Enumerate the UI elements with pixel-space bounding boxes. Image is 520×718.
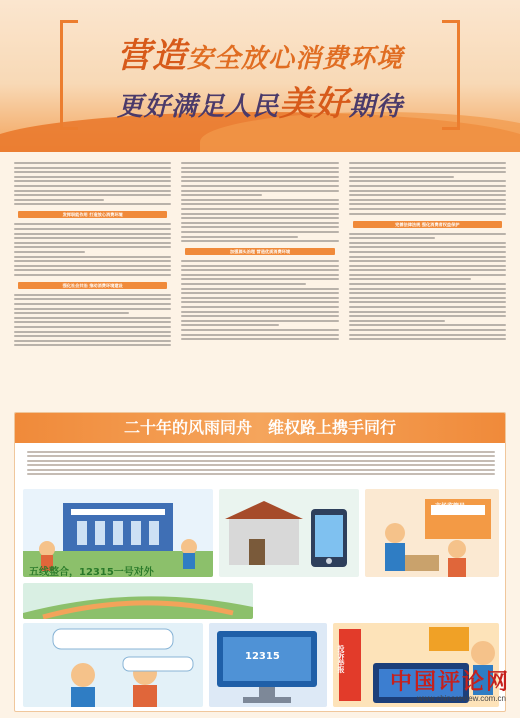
text-line (181, 311, 338, 313)
text-line (181, 320, 338, 322)
text-line (14, 303, 171, 305)
illustration-market-service (365, 489, 499, 577)
text-line (14, 251, 85, 253)
article-subhead: 发挥职能作用 打造放心消费环境 (18, 211, 167, 218)
text-line (349, 246, 506, 248)
text-line (181, 162, 338, 164)
text-line (181, 260, 338, 262)
text-line (181, 297, 338, 299)
text-line (27, 451, 495, 453)
text-line (14, 171, 171, 173)
text-line (14, 321, 171, 323)
text-line (14, 312, 129, 314)
text-line (349, 265, 506, 267)
text-line (349, 297, 506, 299)
text-line (349, 233, 506, 235)
text-line (14, 190, 171, 192)
text-line (349, 301, 506, 303)
text-line (14, 228, 171, 230)
text-line (349, 338, 506, 340)
text-line (181, 274, 338, 276)
text-line (349, 237, 436, 239)
text-line (181, 329, 338, 331)
headline-text-3: 期待 (349, 92, 404, 122)
caption-hotline-merge: 五线整合，12315一号对外 (29, 567, 154, 578)
text-line (349, 269, 506, 271)
text-line (14, 260, 171, 262)
text-line (181, 208, 338, 210)
site-logo: 中国评论网 (389, 669, 510, 695)
text-line (181, 185, 338, 187)
text-line (14, 180, 171, 182)
text-line (181, 176, 338, 178)
text-line (349, 185, 506, 187)
text-line (27, 460, 495, 462)
text-line (181, 315, 338, 317)
text-line (14, 317, 171, 319)
text-line (14, 265, 171, 267)
text-line (181, 180, 338, 182)
text-line (349, 283, 506, 285)
caption-complaint: 投诉举报 (337, 645, 345, 673)
text-line (27, 469, 495, 471)
text-line (349, 306, 506, 308)
illustration-road (23, 583, 253, 619)
headline-text: 安全放心消费环境 (186, 44, 403, 74)
text-line (14, 335, 171, 337)
article-column-1 (14, 160, 171, 410)
headline-emphasis: 营造 (116, 36, 187, 76)
headline-emphasis-2: 美好 (279, 84, 349, 124)
text-line (181, 171, 338, 173)
text-line (349, 311, 506, 313)
text-line (14, 242, 171, 244)
text-line (14, 269, 171, 271)
text-line (14, 194, 171, 196)
panel-title: 二十年的风雨同舟 维权路上携手同行 (15, 413, 505, 443)
text-line (181, 217, 338, 219)
text-line (349, 292, 506, 294)
text-line (14, 223, 171, 225)
article-column-2 (181, 160, 338, 410)
text-line (349, 242, 506, 244)
text-line (181, 222, 338, 224)
headline-line-2 (0, 76, 520, 125)
caption-hotline: 12315 (245, 651, 280, 662)
illustration-hotline-screen (209, 623, 327, 707)
text-line (349, 199, 506, 201)
text-line (181, 190, 338, 192)
text-line (181, 301, 338, 303)
text-line (349, 274, 506, 276)
text-line (349, 194, 506, 196)
text-line (181, 269, 338, 271)
text-line (181, 199, 338, 201)
headline-line-1 (0, 28, 520, 77)
text-line (181, 306, 338, 308)
text-line (181, 240, 338, 242)
text-line (14, 162, 171, 164)
text-line (14, 237, 171, 239)
text-line (14, 233, 171, 235)
text-line (14, 199, 104, 201)
text-line (349, 320, 445, 322)
text-line (14, 331, 171, 333)
text-line (349, 278, 472, 280)
text-line (14, 167, 171, 169)
text-line (349, 251, 506, 253)
text-line (14, 246, 171, 248)
article-subhead: 加强源头治理 营造优质消费环境 (185, 248, 334, 255)
text-line (181, 338, 338, 340)
text-line (14, 326, 171, 328)
text-line (181, 283, 305, 285)
text-line (181, 231, 338, 233)
text-line (181, 226, 338, 228)
text-line (181, 278, 338, 280)
text-line (14, 308, 171, 310)
text-line (349, 167, 506, 169)
text-line (349, 190, 506, 192)
text-line (349, 256, 506, 258)
text-line (14, 185, 171, 187)
text-line (181, 167, 338, 169)
caption-market: 市场监管局 (435, 503, 466, 510)
illustration-market-bureau (219, 489, 359, 577)
text-line (181, 288, 338, 290)
text-line (181, 292, 338, 294)
text-line (349, 324, 506, 326)
text-line (14, 176, 171, 178)
text-line (181, 334, 338, 336)
text-line (14, 256, 171, 258)
text-line (181, 265, 338, 267)
text-line (349, 171, 506, 173)
text-line (349, 213, 506, 215)
text-line (14, 340, 171, 342)
text-line (181, 194, 261, 196)
text-line (349, 288, 506, 290)
article-subhead: 完善法律法规 强化消费者权益保护 (353, 221, 502, 228)
text-line (14, 203, 171, 205)
article-body (14, 160, 506, 410)
text-line (349, 176, 454, 178)
text-line (349, 260, 506, 262)
text-line (27, 473, 495, 475)
panel-intro (27, 449, 495, 477)
text-line (349, 162, 506, 164)
text-line (349, 315, 506, 317)
site-url: www.chinareview.com.cn (417, 694, 506, 703)
illustration-consumer-question (23, 623, 203, 707)
text-line (349, 334, 506, 336)
article-subhead: 强化社会共治 推动消费环境建设 (18, 282, 167, 289)
text-line (27, 464, 495, 466)
text-line (14, 294, 171, 296)
text-line (349, 208, 506, 210)
text-line (181, 324, 279, 326)
text-line (14, 274, 171, 276)
article-column-3 (349, 160, 506, 410)
text-line (14, 344, 171, 346)
text-line (181, 203, 338, 205)
text-line (181, 236, 297, 238)
text-line (27, 455, 495, 457)
text-line (349, 203, 506, 205)
text-line (349, 180, 506, 182)
header-banner (0, 0, 520, 152)
text-line (349, 329, 506, 331)
text-line (14, 298, 171, 300)
text-line (181, 213, 338, 215)
headline-text-2: 更好满足人民 (116, 92, 279, 122)
